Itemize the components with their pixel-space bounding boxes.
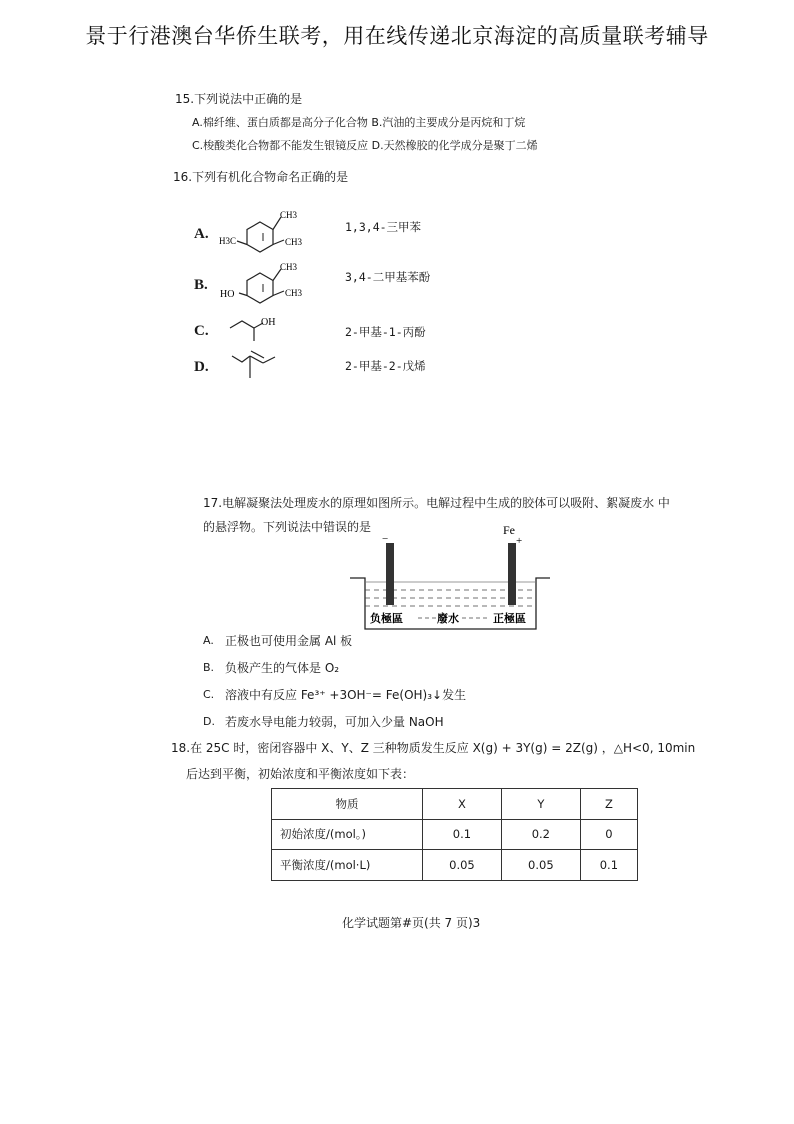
equilibrium-table — [271, 788, 638, 881]
fe-label: Fe — [503, 523, 515, 537]
table-header-row — [272, 789, 638, 820]
q16-option-a-name: 1,3,4-三甲苯 — [345, 220, 422, 234]
q16-option-d-structure — [214, 346, 304, 382]
q17-option-d-letter: D. — [203, 715, 215, 728]
q16-number: 16. — [173, 170, 193, 184]
table-header-cell: Z — [580, 789, 637, 820]
q18-stem-line1 — [171, 739, 695, 756]
q17-option-a-text: 正极也可使用金属 Al 板 — [225, 634, 353, 648]
q15-options-line1: A.棉纤维、蛋白质都是高分子化合物 B.汽油的主要成分是丙烷和丁烷 — [192, 116, 526, 129]
q16-option-c-structure — [214, 312, 304, 348]
q17-stem-line2: 的悬浮物。下列说法中错误的是 — [203, 520, 372, 534]
b-ch3-right-label: CH3 — [285, 288, 303, 298]
q17-stem-line1-text: 电解凝聚法处理废水的原理如图所示。电解过程中生成的胶体可以吸附、絮凝废水 中 — [222, 496, 670, 510]
b-ho-label: HO — [220, 289, 235, 300]
table-cell: 初始浓度/(mol。) — [272, 819, 423, 850]
cathode-area-label: 负極區 — [370, 613, 403, 625]
q15-stem-text: 下列说法中正确的是 — [194, 92, 303, 106]
q16-option-d-name: 2-甲基-2-戊烯 — [345, 359, 426, 373]
q18-stem-line2: 后达到平衡，初始浓度和平衡浓度如下表： — [186, 767, 415, 781]
a-ch3-right-label: CH3 — [285, 237, 303, 247]
table-header-cell: Y — [501, 789, 580, 820]
anode-area-label: 正極區 — [493, 613, 526, 625]
table-cell: 平衡浓度/(mol·L) — [272, 850, 423, 881]
q17-number: 17. — [203, 496, 223, 510]
c-oh-label: OH — [261, 317, 276, 328]
a-ch3-top-label: CH3 — [280, 210, 298, 220]
q15-number: 15. — [175, 92, 195, 106]
q16-option-b-structure — [214, 256, 324, 311]
minus-sign: − — [382, 533, 389, 545]
page-footer: 化学试题第#页(共 7 页)3 — [342, 916, 481, 930]
q17-option-c-text: 溶液中有反应 Fe³⁺ +3OH⁻= Fe(OH)₃↓发生 — [225, 688, 467, 702]
q16-stem-text: 下列有机化合物命名正确的是 — [192, 170, 349, 184]
table-cell: 0.05 — [501, 850, 580, 881]
q17-option-d-text: 若废水导电能力较弱，可加入少量 NaOH — [225, 715, 444, 729]
table-cell: 0 — [580, 819, 637, 850]
q18-number: 18. — [171, 741, 191, 755]
electrolysis-diagram — [348, 520, 553, 635]
q16-option-b-name: 3,4-二甲基苯酚 — [345, 270, 431, 284]
q15-stem — [175, 90, 302, 107]
q17-option-c-letter: C. — [203, 688, 215, 701]
waste-water-label: 廢水 — [437, 613, 459, 625]
q16-option-a-structure — [214, 204, 324, 264]
table-row — [272, 850, 638, 881]
q16-stem — [173, 168, 348, 185]
table-cell: 0.1 — [423, 819, 502, 850]
q16-option-d-letter: D. — [194, 359, 209, 375]
table-cell: 0.1 — [580, 850, 637, 881]
q16-option-b-letter: B. — [194, 277, 208, 293]
a-h3c-label: H3C — [219, 236, 237, 246]
table-cell: 0.2 — [501, 819, 580, 850]
q15-options-line2: C.梭酸类化合物都不能发生银镜反应 D.天然橡胶的化学成分是聚丁二烯 — [192, 139, 538, 152]
table-cell: 0.05 — [423, 850, 502, 881]
q16-option-c-letter: C. — [194, 323, 209, 339]
q16-option-c-name: 2-甲基-1-丙酚 — [345, 325, 426, 339]
q17-option-a-letter: A. — [203, 634, 214, 647]
q17-option-b-letter: B. — [203, 661, 215, 674]
q17-option-b-text: 负极产生的气体是 O₂ — [225, 661, 340, 675]
q16-option-a-letter: A. — [194, 226, 209, 242]
q17-stem-line1 — [203, 494, 670, 511]
q18-stem-line1-text: 在 25C 时，密闭容器中 X、Y、Z 三种物质发生反应 X(g) + 3Y(g) = 2Z(g) ，△H<0, 10min — [190, 741, 696, 755]
table-header-cell: X — [423, 789, 502, 820]
b-ch3-top-label: CH3 — [280, 262, 298, 272]
plus-sign: + — [516, 535, 523, 547]
page-header-title: 景于行港澳台华侨生联考，用在线传递北京海淀的高质量联考辅导 — [85, 24, 709, 48]
table-row — [272, 819, 638, 850]
table-header-cell: 物质 — [272, 789, 423, 820]
